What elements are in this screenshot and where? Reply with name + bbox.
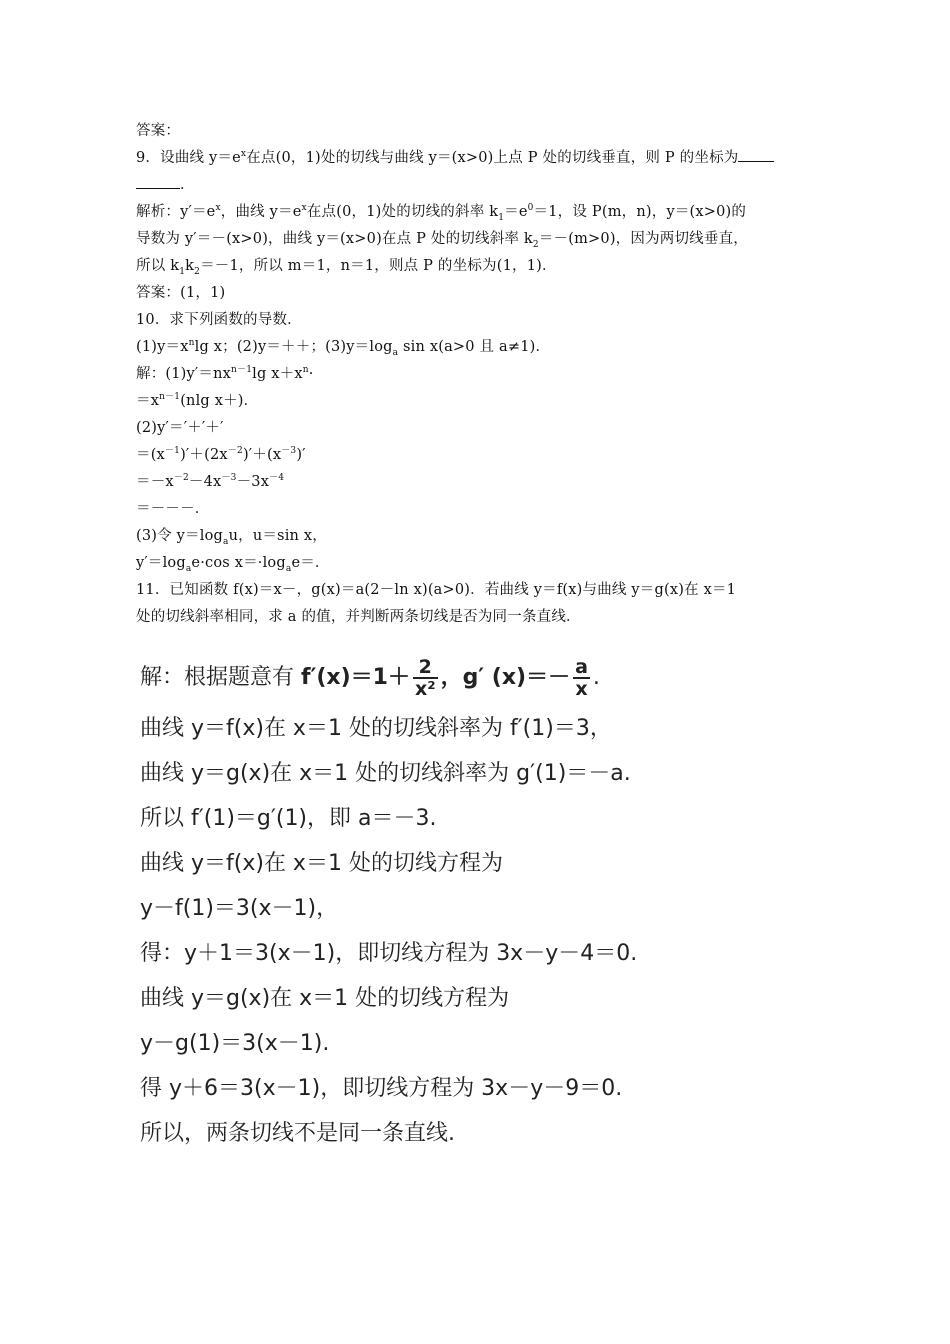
solution-text: )′＋(x [242,447,282,463]
q10-solution-7 [136,523,826,550]
solution-text: ＝－1，所以 m＝1，n＝1，则点 P 的坐标为(1，1)． [200,258,557,274]
q10-solution-5 [136,469,826,496]
solution-text: 所以 k [136,258,180,274]
solution-text: (nlg x＋)． [180,393,259,409]
q9-solution-line-1 [136,199,826,226]
solution-text: 解析：y′＝e [136,204,216,220]
q11-line-2 [136,604,826,631]
solution-image-line: 得 y＋6＝3(x－1)，即切线方程为 3x－y－9＝0. [140,1076,623,1101]
solution-text: 解：根据题意有 [140,665,301,690]
superscript: n－1 [231,365,253,376]
solution-text: u，u＝sin x， [228,528,327,544]
superscript: －1 [164,446,181,457]
solution-image-line: y－f(1)＝3(x－1)， [140,896,339,921]
answer-heading [136,118,826,145]
superscript: n [302,365,309,376]
solution-text: ＝1，设 P(m，n)，y＝(x>0)的 [533,204,747,220]
solution-text: (2)y′＝′＋′＋′ [136,420,224,436]
q10-solution-2 [136,388,826,415]
solution-image-line: 曲线 y＝f(x)在 x＝1 处的切线斜率为 f′(1)＝3， [140,716,612,741]
q10-solution-1 [136,361,826,388]
solution-image-line: y－g(1)＝3(x－1). [140,1031,330,1056]
solution-text: ＝x [136,393,160,409]
superscript: x [215,203,221,214]
q9-solution-line-3 [136,253,826,280]
solution-math: f′(x)＝1＋ [301,665,410,690]
solution-text: ＝(x [136,447,165,463]
fraction [573,655,590,700]
superscript: x [301,203,307,214]
answer-text: 答案：(1，1) [136,285,226,301]
solution-image-line: 曲线 y＝g(x)在 x＝1 处的切线斜率为 g′(1)＝－a. [140,761,631,786]
q9-solution-line-2 [136,226,826,253]
q10-solution-4 [136,442,826,469]
subscript: a [223,536,229,547]
solution-text: －3x [236,474,270,490]
solution-math: ，g′ (x)＝－ [440,665,571,690]
q11-line-1 [136,577,826,604]
solution-text: ＝－x [136,474,174,490]
solution-text: (3)令 y＝log [136,528,223,544]
subscript: 2 [194,266,201,277]
superscript: n [188,338,195,349]
question-text: (1)y＝x [136,339,189,355]
question-text: 11．已知函数 f(x)＝x－，g(x)＝a(2－ln x)(a>0)．若曲线 y＝f(x)与曲线 y＝g(x)在 x＝1 [136,582,737,598]
solution-text: ＝－－－． [136,501,210,517]
solution-text: －4x [188,474,222,490]
solution-text: k [185,258,195,274]
solution-text: e＝． [291,555,330,571]
question-text: 处的切线斜率相同，求 a 的值，并判断两条切线是否为同一条直线． [136,609,581,625]
superscript: －3 [221,473,237,484]
q10-solution-8 [136,550,826,577]
answer-blank [136,174,180,189]
solution-text: ＝－(m>0)，因为两切线垂直， [538,231,748,247]
superscript: n－1 [159,392,181,403]
superscript: x [240,149,247,160]
solution-text: e·cos x＝·log [191,555,286,571]
q10-line-1 [136,334,826,361]
fraction-numerator: a [575,655,588,678]
q9-line-2 [136,172,826,199]
q10-solution-6 [136,496,826,523]
q10-title [136,307,826,334]
q9-text: ． [180,177,195,193]
question-text: 10．求下列函数的导数． [136,312,302,328]
solution-image-line: 所以，两条切线不是同一条直线. [140,1121,455,1146]
fraction [413,655,438,700]
fraction-numerator: 2 [418,655,432,678]
subscript: a [392,347,399,358]
solution-image-line: 曲线 y＝f(x)在 x＝1 处的切线方程为 [140,851,503,876]
solution-image-line: 所以 f′(1)＝g′(1)，即 a＝－3. [140,806,437,831]
question-text: sin x(a>0 且 a≠1)． [398,339,551,355]
fraction-denominator: x² [414,677,436,700]
solution-image-line: 曲线 y＝g(x)在 x＝1 处的切线方程为 [140,986,510,1011]
answer-blank [738,147,774,162]
answer-label: 答案： [136,123,181,139]
solution-image [140,650,660,1156]
q10-solution-3 [136,415,826,442]
question-text: lg x；(2)y＝＋＋；(3)y＝log [194,339,393,355]
solution-text: )′＋(2x [180,447,228,463]
superscript: －2 [227,446,243,457]
solution-text: lg x＋x [252,366,303,382]
solution-text: y′＝log [136,555,186,571]
q9-text: 在点(0，1)处的切线与曲线 y＝(x>0)上点 P 处的切线垂直，则 P 的坐标为 [246,150,739,166]
solution-text: · [308,366,314,382]
subscript: 2 [532,239,539,250]
solution-image-line-1 [140,650,660,706]
subscript: a [185,563,192,574]
fraction-denominator: x [575,677,588,700]
solution-text: 解：(1)y′＝nx [136,366,232,382]
solution-text: )′ [296,447,306,463]
text-content [136,118,826,631]
subscript: 1 [179,266,186,277]
superscript: 0 [527,203,534,214]
solution-text: . [592,665,600,690]
q9-text: 9．设曲线 y＝e [136,150,241,166]
q9-line-1 [136,145,826,172]
subscript: 1 [498,212,505,223]
superscript: －2 [173,473,189,484]
q9-answer [136,280,826,307]
solution-image-line: 得：y＋1＝3(x－1)，即切线方程为 3x－y－4＝0. [140,941,638,966]
superscript: －3 [281,446,297,457]
superscript: －4 [269,473,285,484]
solution-text: 在点(0，1)处的切线的斜率 k [306,204,499,220]
solution-text: ＝e [504,204,528,220]
subscript: a [285,563,292,574]
solution-text: ，曲线 y＝e [220,204,302,220]
solution-text: 导数为 y′＝－(x>0)，曲线 y＝(x>0)在点 P 处的切线斜率 k [136,231,533,247]
